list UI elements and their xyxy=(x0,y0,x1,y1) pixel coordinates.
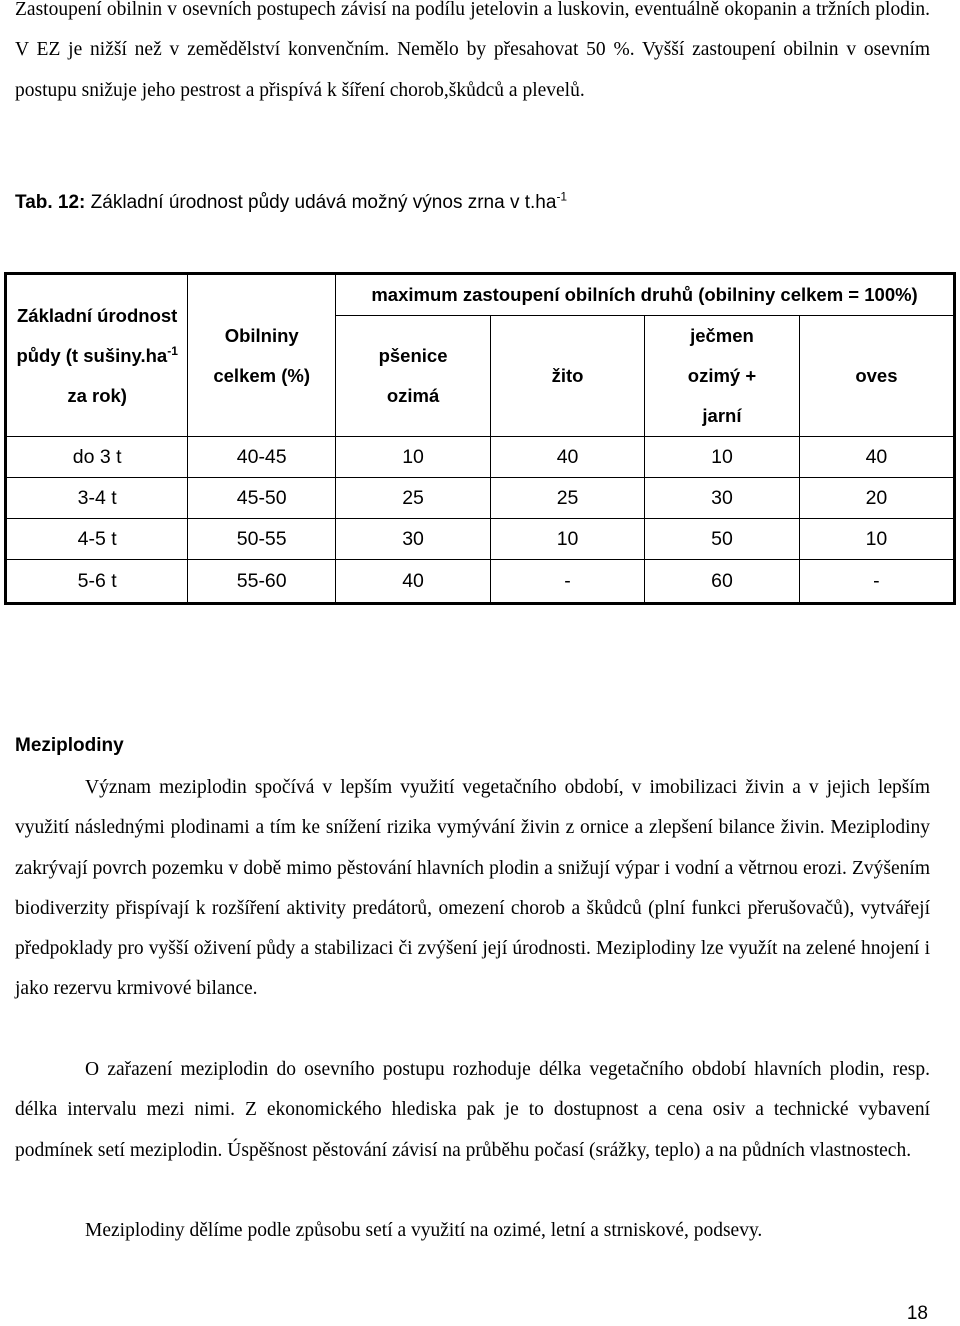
section-title: Meziplodiny xyxy=(15,735,124,756)
header-barley: ječmen ozimý + jarní xyxy=(645,316,800,437)
table-cell: 25 xyxy=(336,478,491,519)
yield-table xyxy=(4,272,956,605)
table-cell: 30 xyxy=(645,478,800,519)
table-row xyxy=(6,560,955,604)
table-cell: 40 xyxy=(799,437,954,478)
table-cell: 40-45 xyxy=(188,437,336,478)
table-cell: 10 xyxy=(645,437,800,478)
table-cell: 10 xyxy=(491,519,645,560)
table-cell: 30 xyxy=(336,519,491,560)
table-cell: 50-55 xyxy=(188,519,336,560)
paragraph-3: Meziplodiny dělíme podle způsobu setí a využití na ozimé, letní a strniskové, podsevy. xyxy=(85,1220,763,1241)
table-cell: 60 xyxy=(645,560,800,604)
header-soil-fertility: Základní úrodnost půdy (t $sušiny.ha^{-1}$ za rok) xyxy=(6,274,188,437)
table-caption xyxy=(15,189,568,214)
table-caption-label: Tab. 12: xyxy=(15,192,86,213)
table-cell: 25 xyxy=(491,478,645,519)
table-cell: 5-6 t xyxy=(6,560,188,604)
table-row xyxy=(6,478,955,519)
table-cell: 55-60 xyxy=(188,560,336,604)
header-cereals-total: Obilniny celkem (%) xyxy=(188,274,336,437)
table-cell: - xyxy=(491,560,645,604)
table-cell: 50 xyxy=(645,519,800,560)
table-cell: 40 xyxy=(336,560,491,604)
intro-paragraph: Zastoupení obilnin v osevních postupech závisí na podílu jetelovin a luskovin, eventuálně okopanin a tržních plodin. V EZ je nižší než v zemědělství konvenčním. Nemělo by přesahovat 50 %. Vyšší zastoupení obilnin v osevním postupu snižuje jeho pestrost a přispívá k šíření chorob,škůdců a plevelů. xyxy=(15,0,930,101)
table-cell: 4-5 t xyxy=(6,519,188,560)
header-oats: oves xyxy=(799,316,954,437)
table-row xyxy=(6,437,955,478)
table-cell: 10 xyxy=(799,519,954,560)
table-cell: 3-4 t xyxy=(6,478,188,519)
table-caption-text: Základní úrodnost půdy udává možný výnos zrna v t.ha xyxy=(90,192,557,213)
table-cell: do 3 t xyxy=(6,437,188,478)
paragraph-2: O zařazení meziplodin do osevního postupu rozhoduje délka vegetačního období hlavních plodin, resp. délka intervalu mezi nimi. Z ekonomického hlediska pak je to dostupnost a cena osiv a technické vybavení podmínek setí meziplodin. Úspěšnost pěstování závisí na průběhu počasí (srážky, teplo) a na půdních vlastnostech. xyxy=(15,1059,930,1161)
table-caption-superscript: -1 xyxy=(556,189,568,204)
header-max-share-group: maximum zastoupení obilních druhů (obilniny celkem = 100%) xyxy=(336,274,955,316)
table-cell: - xyxy=(799,560,954,604)
table-cell: 10 xyxy=(336,437,491,478)
table-cell: 20 xyxy=(799,478,954,519)
page-number: 18 xyxy=(906,1303,928,1324)
table-cell: 45-50 xyxy=(188,478,336,519)
table-cell: 40 xyxy=(491,437,645,478)
header-rye: žito xyxy=(491,316,645,437)
table-row xyxy=(6,519,955,560)
header-winter-wheat: pšenice ozimá xyxy=(336,316,491,437)
paragraph-1: Význam meziplodin spočívá v lepším využití vegetačního období, v imobilizaci živin a v jejich lepším využití následnými plodinami a tím ke snížení rizika vymývání živin z ornice a zlepšení bilance živin. Meziplodiny zakrývají povrch pozemku v době mimo pěstování hlavních plodin a snižují výpar i vodní a větrnou erozi. Zvýšením biodiverzity přispívají k rozšíření aktivity predátorů, omezení chorob a škůdců (plní funkci přerušovačů), vytvářejí předpoklady pro vyšší oživení půdy a stabilizaci či zvýšení její úrodnosti. Meziplodiny lze využít na zelené hnojení i jako rezervu krmivové bilance. xyxy=(15,777,930,1000)
